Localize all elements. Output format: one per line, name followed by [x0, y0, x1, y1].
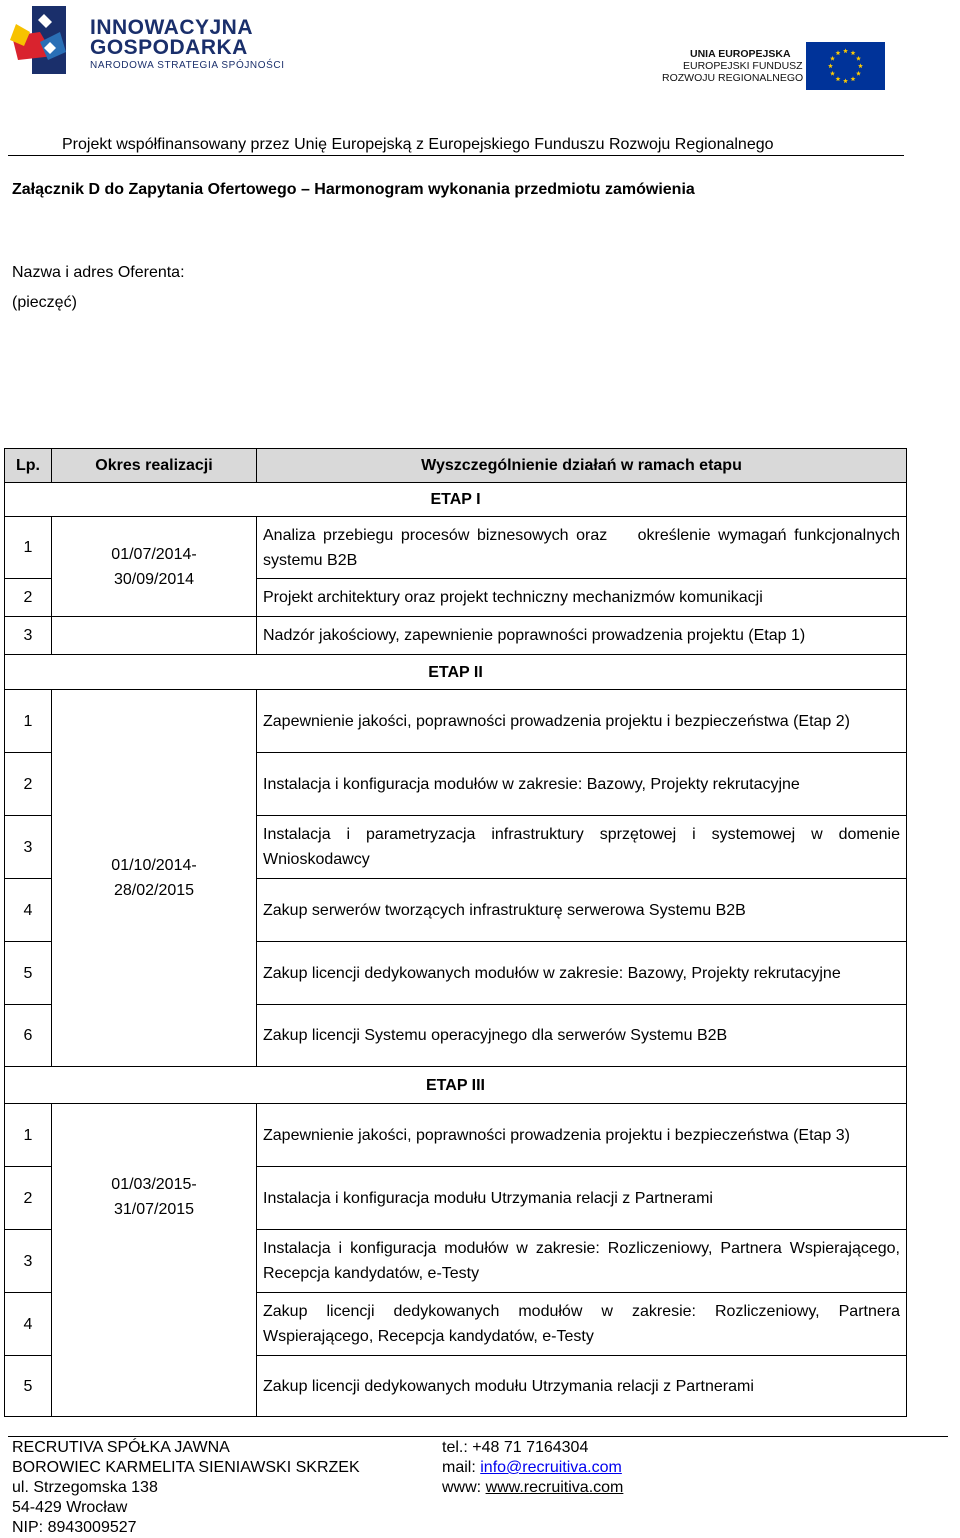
header-lp: Lp. [4, 448, 52, 483]
table-row-lp: 2 [4, 578, 52, 617]
table-row-desc: Zakup licencji dedykowanych modułów w zakresie: Bazowy, Projekty rekrutacyjne [256, 941, 907, 1005]
company-owners: BOROWIEC KARMELITA SIENIAWSKI SKRZEK [12, 1459, 360, 1476]
www-link[interactable]: www.recruitiva.com [485, 1479, 624, 1496]
table-row-desc: Instalacja i parametryzacja infrastruktury sprzętowej i systemowej w domenie Wnioskodawcy [256, 815, 907, 879]
stage-3-title: ETAP III [4, 1066, 907, 1104]
eu-line-1: UNIA EUROPEJSKA [690, 48, 791, 60]
period-end: 30/09/2014 [113, 570, 195, 588]
table-row-lp: 3 [4, 815, 52, 879]
document-title: Załącznik D do Zapytania Ofertowego – Harmonogram wykonania przedmiotu zamówienia [12, 181, 695, 198]
innowacyjna-gospodarka-logo-icon [10, 2, 88, 80]
header-period: Okres realizacji [51, 448, 257, 483]
eu-flag-icon [806, 42, 885, 90]
table-row-lp: 6 [4, 1004, 52, 1067]
table-row-lp: 5 [4, 1355, 52, 1417]
table-row-desc: Zakup licencji Systemu operacyjnego dla serwerów Systemu B2B [256, 1004, 907, 1067]
mail-label: mail: [442, 1459, 481, 1476]
table-row-desc: Zakup licencji dedykowanych modułów w zakresie: Rozliczeniowy, Partnera Wspierającego, Recepcja kandydatów, e-Testy [256, 1292, 907, 1356]
stage-3-period [51, 1103, 257, 1417]
header-divider [8, 155, 904, 156]
bidder-label: Nazwa i adres Oferenta: [12, 264, 185, 281]
cofinance-line: Projekt współfinansowany przez Unię Europejską z Europejskiego Funduszu Rozwoju Regionalnego [62, 136, 774, 153]
company-city: 54-429 Wrocław [12, 1499, 128, 1516]
table-row-desc: Zapewnienie jakości, poprawności prowadzenia projektu i bezpieczeństwa (Etap 2) [256, 689, 907, 753]
period-end: 28/02/2015 [113, 882, 195, 899]
stage-1-title: ETAP I [4, 482, 907, 517]
table-row-lp: 1 [4, 1103, 52, 1167]
period-start: 01/03/2015- [111, 1176, 197, 1193]
table-row-lp: 4 [4, 878, 52, 942]
table-row-desc: Zakup licencji dedykowanych modułu Utrzymania relacji z Partnerami [256, 1355, 907, 1417]
company-mail [442, 1458, 622, 1478]
stage-2-title: ETAP II [4, 654, 907, 690]
table-row-lp: 1 [4, 689, 52, 753]
mail-link[interactable]: info@recruitiva.com [480, 1459, 622, 1476]
table-row-desc: Instalacja i konfiguracja modułów w zakresie: Bazowy, Projekty rekrutacyjne [256, 752, 907, 816]
table-row-desc: Projekt architektury oraz projekt techniczny mechanizmów komunikacji [256, 578, 907, 617]
stamp-label: (pieczęć) [12, 294, 77, 311]
company-nip: NIP: 8943009527 [12, 1519, 137, 1536]
eu-line-3: ROZWOJU REGIONALNEGO [662, 72, 804, 84]
table-row-lp: 3 [4, 616, 52, 655]
period-start: 01/07/2014- [111, 545, 197, 563]
table-row-desc: Zakup serwerów tworzących infrastrukturę serwerowa Systemu B2B [256, 878, 907, 942]
empty-cell [51, 616, 257, 655]
stage-2-period [51, 689, 257, 1067]
company-street: ul. Strzegomska 138 [12, 1479, 158, 1496]
header-details: Wyszczególnienie działań w ramach etapu [256, 448, 907, 483]
stage-1-period [51, 516, 257, 617]
period-start: 01/10/2014- [111, 857, 197, 874]
brand-line-1: INNOWACYJNA [90, 16, 254, 39]
www-label: www: [442, 1479, 486, 1496]
footer-divider [8, 1436, 948, 1437]
table-row-lp: 5 [4, 941, 52, 1005]
eu-line-2: EUROPEJSKI FUNDUSZ [683, 60, 803, 72]
table-row-desc: Instalacja i konfiguracja modułów w zakresie: Rozliczeniowy, Partnera Wspierającego, Recepcja kandydatów, e-Testy [256, 1229, 907, 1293]
table-row-desc: Analiza przebiegu procesów biznesowych oraz określenie wymagań funkcjonalnych systemu B2B [256, 516, 907, 579]
table-row-lp: 3 [4, 1229, 52, 1293]
period-end: 31/07/2015 [113, 1201, 195, 1218]
company-www [442, 1478, 623, 1498]
table-row-lp: 4 [4, 1292, 52, 1356]
brand-line-3: NARODOWA STRATEGIA SPÓJNOŚCI [90, 60, 285, 71]
table-row-lp: 2 [4, 752, 52, 816]
brand-line-2: GOSPODARKA [90, 36, 248, 59]
table-row-lp: 1 [4, 516, 52, 579]
table-row-desc: Zapewnienie jakości, poprawności prowadzenia projektu i bezpieczeństwa (Etap 3) [256, 1103, 907, 1167]
table-row-lp: 2 [4, 1166, 52, 1230]
company-name: RECRUTIVA SPÓŁKA JAWNA [12, 1439, 230, 1456]
table-row-desc: Nadzór jakościowy, zapewnienie poprawności prowadzenia projektu (Etap 1) [256, 616, 907, 655]
company-phone: tel.: +48 71 7164304 [442, 1439, 589, 1456]
table-row-desc: Instalacja i konfiguracja modułu Utrzymania relacji z Partnerami [256, 1166, 907, 1230]
